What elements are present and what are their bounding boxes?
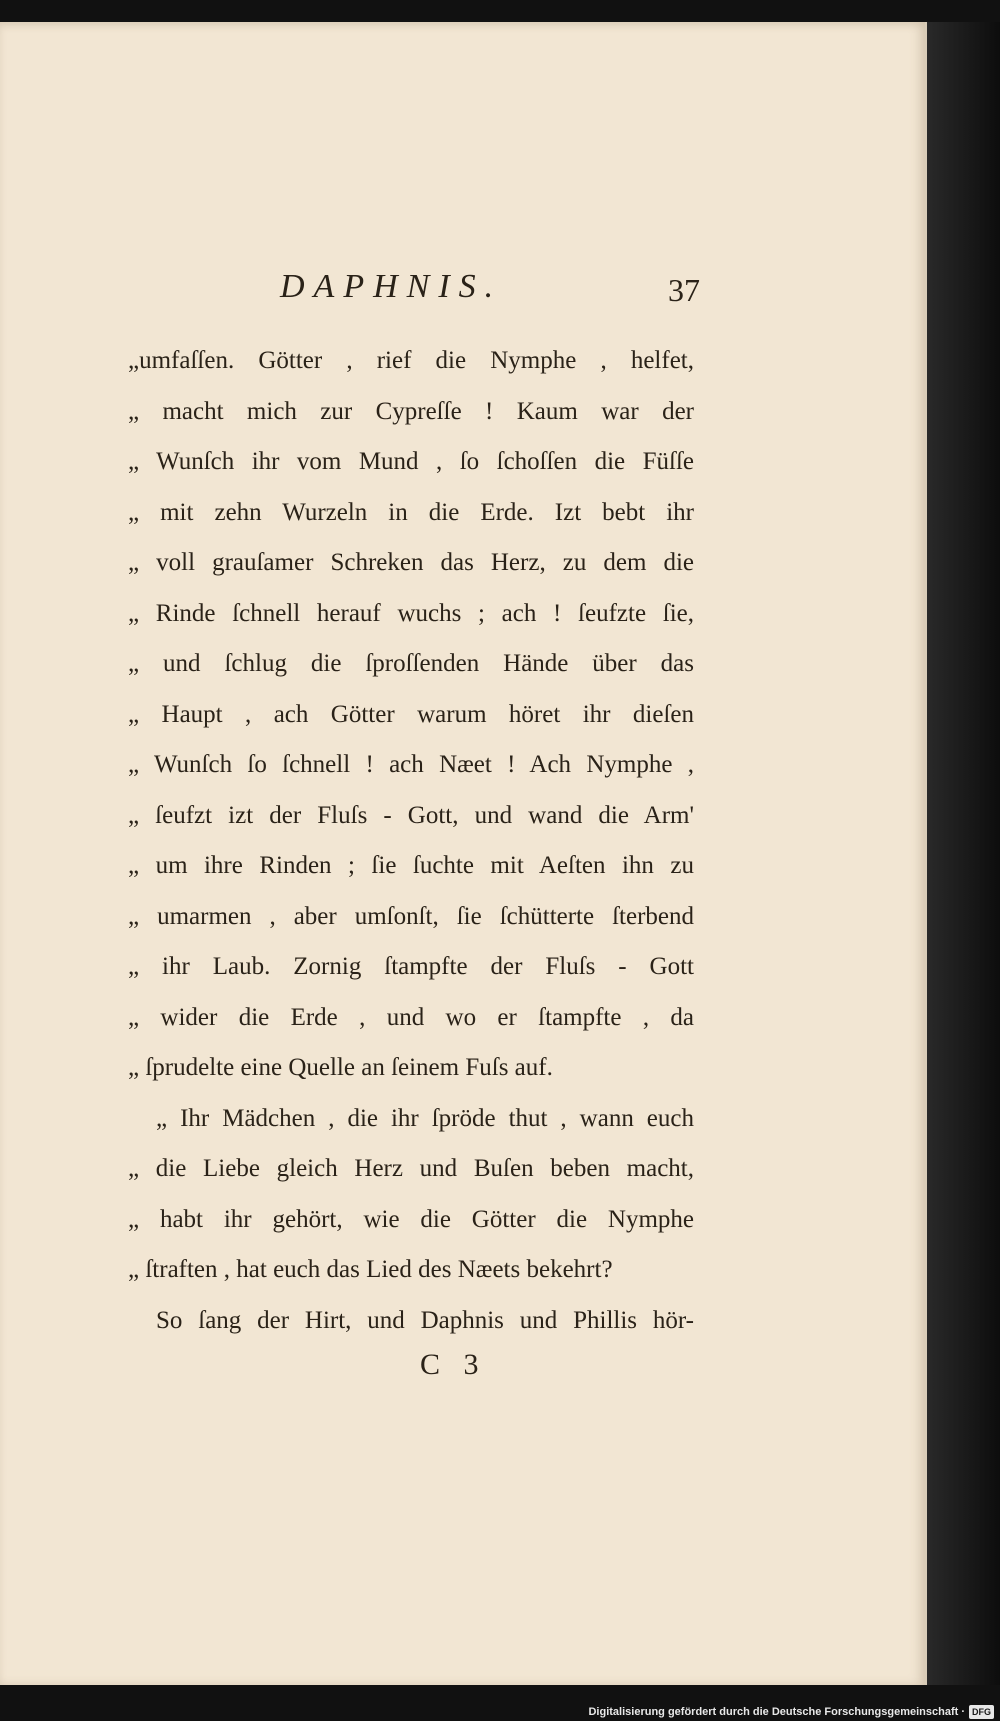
text-line: So ſang der Hirt, und Daphnis und Phillis hör- [156, 1306, 694, 1334]
text-line: „ mit zehn Wurzeln in die Erde. Izt bebt ihr [128, 498, 694, 526]
running-head: DAPHNIS. [280, 268, 503, 305]
text-line: „ die Liebe gleich Herz und Buſen beben macht, [128, 1155, 694, 1182]
page-number: 37 [668, 272, 700, 308]
text-line: „ habt ihr gehört, wie die Götter die Nymphe [128, 1205, 694, 1233]
text-line: „ Rinde ſchnell herauf wuchs ; ach ! ſeufzte ſie, [128, 599, 694, 627]
text-line: „ Ihr Mädchen , die ihr ſpröde thut , wann euch [156, 1104, 694, 1132]
text-line: „ umarmen , aber umſonſt, ſie ſchütterte ſterbend [128, 902, 694, 930]
text-line: „ ſeufzt izt der Fluſs - Gott, und wand die Arm' [128, 801, 694, 829]
text-line: „ Wunſch ihr vom Mund , ſo ſchoſſen die Füſſe [128, 448, 694, 475]
footer-credit: Digitalisierung gefördert durch die Deutsche Forschungsgemeinschaft · [588, 1706, 965, 1718]
text-line: „ ihr Laub. Zornig ſtampfte der Fluſs - Gott [128, 953, 694, 980]
text-line: „umfaſſen. Götter , rief die Nymphe , helfet, [128, 347, 694, 374]
text-line: „ und ſchlug die ſproſſenden Hände über das [128, 650, 694, 677]
text-line: „ ſprudelte eine Quelle an ſeinem Fuſs auf. [128, 1054, 553, 1081]
body-text [128, 336, 694, 1346]
text-line: „ wider die Erde , und wo er ſtampfte , da [128, 1003, 694, 1031]
text-line: „ Haupt , ach Götter warum höret ihr dieſen [128, 700, 694, 728]
text-line: „ ſtraften , hat euch das Lied des Næets bekehrt? [128, 1256, 613, 1283]
text-line: „ voll grauſamer Schreken das Herz, zu dem die [128, 549, 694, 576]
page-header [280, 268, 700, 318]
page-edge-shadow [925, 22, 1000, 1685]
dfg-logo: DFG [969, 1705, 994, 1719]
text-line: „ macht mich zur Cypreſſe ! Kaum war der [128, 397, 694, 425]
text-line: „ Wunſch ſo ſchnell ! ach Næet ! Ach Nymphe , [128, 751, 694, 778]
signature-mark: C 3 [420, 1348, 487, 1381]
digitization-footer [588, 1704, 994, 1720]
text-line: „ um ihre Rinden ; ſie ſuchte mit Aeſten ihn zu [128, 852, 694, 879]
